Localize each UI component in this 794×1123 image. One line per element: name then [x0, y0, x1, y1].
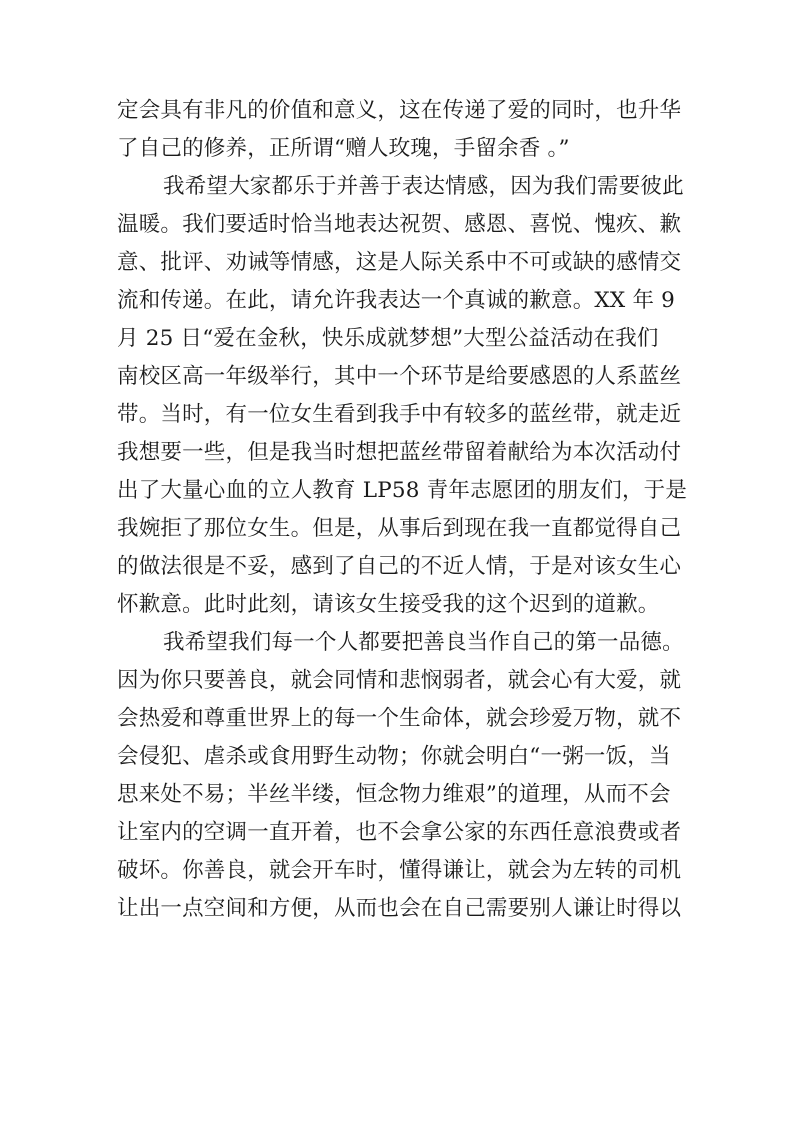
text-line: 会热爱和尊重世界上的每一个生命体，就会珍爱万物，就不: [117, 706, 682, 731]
text-line: 意、批评、劝诫等情感，这是人际关系中不可或缺的感情交: [117, 250, 682, 275]
text-line: 的做法很是不妥，感到了自己的不近人情，于是对该女生心: [117, 554, 682, 579]
text-line: 定会具有非凡的价值和意义，这在传递了爱的同时，也升华: [117, 98, 682, 123]
text-line: 我婉拒了那位女生。但是，从事后到现在我一直都觉得自己: [117, 516, 682, 541]
text-line: 温暖。我们要适时恰当地表达祝贺、感恩、喜悦、愧疚、歉: [117, 212, 682, 237]
text-line: 破坏。你善良，就会开车时，懂得谦让，就会为左转的司机: [117, 858, 682, 883]
text-line: 让出一点空间和方便，从而也会在自己需要别人谦让时得以: [117, 896, 682, 921]
text-line: 思来处不易；半丝半缕，恒念物力维艰”的道理，从而不会: [117, 782, 671, 807]
text-line: 我想要一些，但是我当时想把蓝丝带留着献给为本次活动付: [117, 440, 682, 465]
text-line: 带。当时，有一位女生看到我手中有较多的蓝丝带，就走近: [117, 402, 682, 427]
text-line: 怀歉意。此时此刻，请该女生接受我的这个迟到的道歉。: [117, 592, 660, 617]
text-line: 了自己的修养，正所谓“赠人玫瑰，手留余香 。”: [117, 136, 570, 161]
text-line: 因为你只要善良，就会同情和悲悯弱者，就会心有大爱，就: [117, 668, 682, 693]
paragraph-start-line: 我希望我们每一个人都要把善良当作自己的第一品德。: [163, 630, 684, 655]
text-line: 出了大量心血的立人教育 LP58 青年志愿团的朋友们，于是: [117, 478, 688, 503]
body-text: [117, 92, 707, 928]
text-line: 流和传递。在此，请允许我表达一个真诚的歉意。XX 年 9: [117, 288, 676, 313]
paragraph-start-line: 我希望大家都乐于并善于表达情感，因为我们需要彼此: [163, 174, 684, 199]
text-line: 让室内的空调一直开着，也不会拿公家的东西任意浪费或者: [117, 820, 682, 845]
text-line: 月 25 日“爱在金秋，快乐成就梦想”大型公益活动在我们: [117, 326, 659, 351]
text-line: 南校区高一年级举行，其中一个环节是给要感恩的人系蓝丝: [117, 364, 682, 389]
text-line: 会侵犯、虐杀或食用野生动物；你就会明白“一粥一饭，当: [117, 744, 671, 769]
